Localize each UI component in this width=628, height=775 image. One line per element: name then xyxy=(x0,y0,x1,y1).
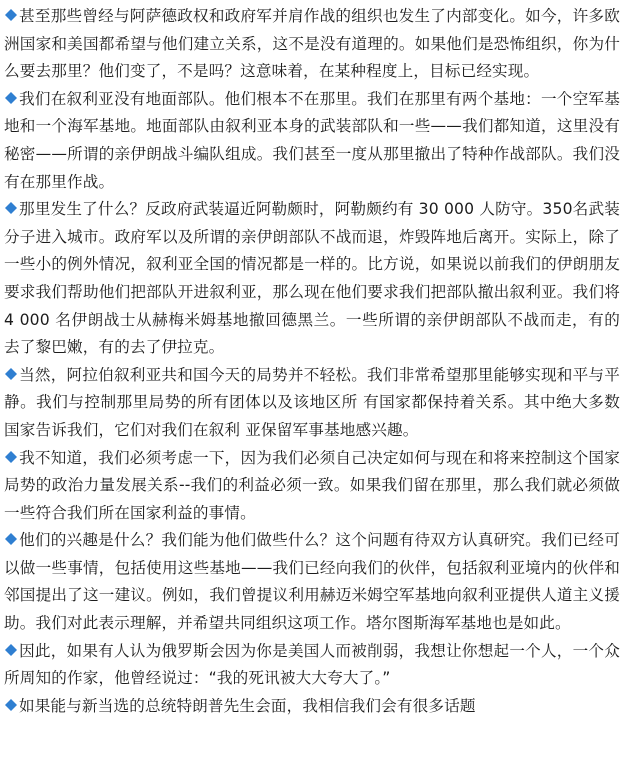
blue-diamond-icon xyxy=(4,91,18,105)
paragraph xyxy=(4,196,620,362)
document-body xyxy=(4,3,620,720)
paragraph-text: 当然，阿拉伯叙利亚共和国今天的局势并不轻松。我们非常希望那里能够实现和平与平静。我们与控制那里局势的所有团体以及该地区所 有国家都保持着关系。其中绝大多数国家告诉我们，它们对我们在叙利 亚保留军事基地感兴趣。 xyxy=(4,365,620,439)
blue-diamond-icon xyxy=(4,201,18,215)
paragraph-text: 他们的兴趣是什么？我们能为他们做些什么？这个问题有待双方认真研究。我们已经可以做一些事情，包括使用这些基地——我们已经向我们的伙伴，包括叙利亚境内的伙伴和邻国提出了这一建议。例如，我们曾提议利用赫迈米姆空军基地向叙利亚提供人道主义援助。我们对此表示理解，并希望共同组织这项工作。塔尔图斯海军基地也是如此。 xyxy=(4,531,620,633)
blue-diamond-icon xyxy=(4,367,18,381)
blue-diamond-icon xyxy=(4,450,18,464)
paragraph xyxy=(4,3,620,86)
paragraph xyxy=(4,86,620,196)
blue-diamond-icon xyxy=(4,698,18,712)
paragraph xyxy=(4,362,620,445)
paragraph-text: 甚至那些曾经与阿萨德政权和政府军并肩作战的组织也发生了内部变化。如今，许多欧洲国家和美国都希望与他们建立关系，这不是没有道理的。如果他们是恐怖组织，你为什么要去那里？他们变了，不是吗？这意味着，在某种程度上，目标已经实现。 xyxy=(4,7,620,81)
paragraph xyxy=(4,638,620,693)
paragraph xyxy=(4,445,620,528)
paragraph-text: 那里发生了什么？反政府武装逼近阿勒颇时，阿勒颇约有 30 000 人防守。350名武装分子进入城市。政府军以及所谓的亲伊朗部队不战而退，炸毁阵地后离开。实际上，除了一些小的例外情况，叙利亚全国的情况都是一样的。比方说，如果说以前我们的伊朗朋友要求我们帮助他们把部队开进叙利亚，那么现在他们要求我们把部队撤出叙利亚。我们将 4 000 名伊朗战士从赫梅米姆基地撤回德黑兰。一些所谓的亲伊朗部队不战而走，有的去了黎巴嫩，有的去了伊拉克。 xyxy=(4,200,620,357)
blue-diamond-icon xyxy=(4,532,18,546)
paragraph-text: 如果能与新当选的总统特朗普先生会面，我相信我们会有很多话题 xyxy=(19,696,476,715)
paragraph-text: 因此，如果有人认为俄罗斯会因为你是美国人而被削弱，我想让你想起一个人，一个众所周知的作家，他曾经说过：“我的死讯被大大夸大了。” xyxy=(4,641,620,688)
paragraph xyxy=(4,693,620,721)
blue-diamond-icon xyxy=(4,643,18,657)
paragraph-text: 我们在叙利亚没有地面部队。他们根本不在那里。我们在那里有两个基地：一个空军基地和一个海军基地。地面部队由叙利亚本身的武装部队和一些——我们都知道，这里没有秘密——所谓的亲伊朗战斗编队组成。我们甚至一度从那里撤出了特种作战部队。我们没有在那里作战。 xyxy=(4,89,620,191)
paragraph xyxy=(4,527,620,637)
blue-diamond-icon xyxy=(4,8,18,22)
paragraph-text: 我不知道，我们必须考虑一下，因为我们必须自己决定如何与现在和将来控制这个国家局势的政治力量发展关系--我们的利益必须一致。如果我们留在那里，那么我们就必须做一些符合我们所在国家利益的事情。 xyxy=(4,448,620,522)
watermark-fade xyxy=(452,749,622,771)
